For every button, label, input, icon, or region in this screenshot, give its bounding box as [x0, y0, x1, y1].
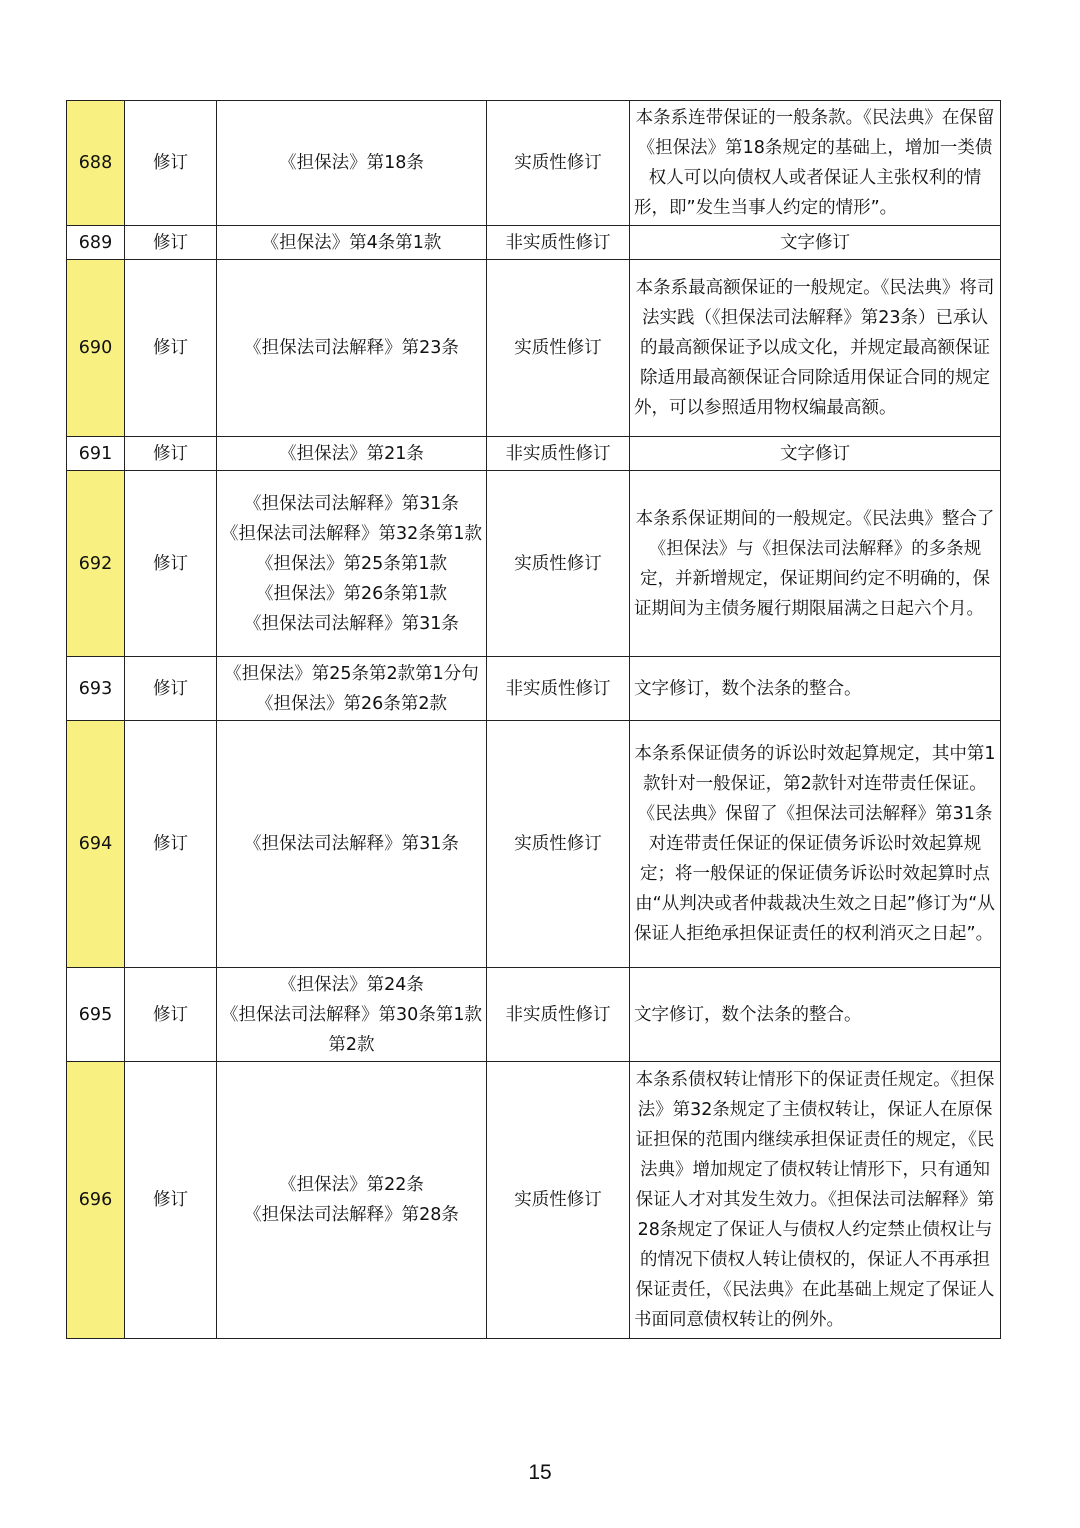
revision-note: 本条系保证债务的诉讼时效起算规定，其中第1款针对一般保证，第2款针对连带责任保证。《民法典》保留了《担保法司法解释》第31条对连带责任保证的保证债务诉讼时效起算规定；将一般保证的保证债务诉讼时效起算时点由“从判决或者仲裁裁决生效之日起”修订为“从保证人拒绝承担保证责任的权利消灭之日起”。	[630, 721, 1001, 968]
source-provision: 《担保法司法解释》第31条	[244, 493, 459, 514]
revision-nature: 实质性修订	[487, 721, 630, 968]
source-provisions	[217, 471, 487, 657]
article-number: 688	[67, 101, 125, 226]
revision-type: 修订	[125, 657, 217, 721]
revision-nature: 实质性修订	[487, 260, 630, 437]
table-row	[67, 657, 1001, 721]
table-row	[67, 1062, 1001, 1339]
article-number: 696	[67, 1062, 125, 1339]
source-provision: 《担保法司法解释》第30条第1款第2款	[221, 1004, 482, 1055]
article-number: 695	[67, 968, 125, 1062]
revision-type: 修订	[125, 260, 217, 437]
source-provision: 《担保法》第26条第1款	[256, 583, 447, 604]
revision-note: 文字修订	[630, 226, 1001, 260]
source-provision: 《担保法》第18条	[279, 153, 424, 173]
source-provision: 《担保法》第24条	[279, 974, 424, 995]
revision-nature: 实质性修订	[487, 471, 630, 657]
source-provisions	[217, 721, 487, 968]
table-row	[67, 260, 1001, 437]
source-provision: 《担保法》第26条第2款	[256, 693, 447, 714]
revision-type: 修订	[125, 101, 217, 226]
source-provisions	[217, 1062, 487, 1339]
source-provisions	[217, 968, 487, 1062]
revision-note: 本条系连带保证的一般条款。《民法典》在保留《担保法》第18条规定的基础上，增加一类债权人可以向债权人或者保证人主张权利的情形，即”发生当事人约定的情形”。	[630, 101, 1001, 226]
source-provision: 《担保法司法解释》第31条	[244, 834, 459, 854]
article-number: 690	[67, 260, 125, 437]
table-row	[67, 968, 1001, 1062]
table-row	[67, 226, 1001, 260]
revision-type: 修订	[125, 721, 217, 968]
revision-note: 文字修订	[630, 437, 1001, 471]
source-provision: 《担保法》第4条第1款	[261, 232, 442, 253]
revision-note: 文字修订，数个法条的整合。	[630, 657, 1001, 721]
source-provisions	[217, 260, 487, 437]
source-provision: 《担保法》第25条第1款	[256, 553, 447, 574]
article-number: 689	[67, 226, 125, 260]
revision-note: 本条系保证期间的一般规定。《民法典》整合了《担保法》与《担保法司法解释》的多条规定，并新增规定，保证期间约定不明确的，保证期间为主债务履行期限届满之日起六个月。	[630, 471, 1001, 657]
revision-note: 本条系债权转让情形下的保证责任规定。《担保法》第32条规定了主债权转让，保证人在原保证担保的范围内继续承担保证责任的规定，《民法典》增加规定了债权转让情形下，只有通知保证人才对其发生效力。《担保法司法解释》第28条规定了保证人与债权人约定禁止债权让与的情况下债权人转让债权的，保证人不再承担保证责任，《民法典》在此基础上规定了保证人书面同意债权转让的例外。	[630, 1062, 1001, 1339]
source-provisions	[217, 657, 487, 721]
revision-nature: 非实质性修订	[487, 437, 630, 471]
table-row	[67, 437, 1001, 471]
revision-type: 修订	[125, 226, 217, 260]
article-number: 692	[67, 471, 125, 657]
source-provision: 《担保法司法解释》第28条	[244, 1205, 459, 1225]
revision-type: 修订	[125, 1062, 217, 1339]
revision-note: 本条系最高额保证的一般规定。《民法典》将司法实践（《担保法司法解释》第23条）已承认的最高额保证予以成文化，并规定最高额保证除适用最高额保证合同除适用保证合同的规定外，可以参照适用物权编最高额。	[630, 260, 1001, 437]
table-row	[67, 721, 1001, 968]
revision-nature: 实质性修订	[487, 101, 630, 226]
revision-type: 修订	[125, 471, 217, 657]
source-provision: 《担保法》第22条	[279, 1175, 424, 1195]
revision-type: 修订	[125, 968, 217, 1062]
source-provisions	[217, 226, 487, 260]
source-provisions	[217, 437, 487, 471]
revision-nature: 实质性修订	[487, 1062, 630, 1339]
revision-nature: 非实质性修订	[487, 657, 630, 721]
page-number: 15	[528, 1461, 552, 1484]
article-number: 693	[67, 657, 125, 721]
table-row	[67, 101, 1001, 226]
source-provisions	[217, 101, 487, 226]
revision-note: 文字修订，数个法条的整合。	[630, 968, 1001, 1062]
source-provision: 《担保法司法解释》第31条	[244, 613, 459, 634]
revision-nature: 非实质性修订	[487, 968, 630, 1062]
table-row	[67, 471, 1001, 657]
article-number: 691	[67, 437, 125, 471]
article-number: 694	[67, 721, 125, 968]
revision-nature: 非实质性修订	[487, 226, 630, 260]
source-provision: 《担保法》第21条	[279, 443, 424, 464]
law-revision-table	[66, 100, 1001, 1339]
source-provision: 《担保法》第25条第2款第1分句	[224, 663, 479, 684]
source-provision: 《担保法司法解释》第23条	[244, 338, 459, 358]
source-provision: 《担保法司法解释》第32条第1款	[221, 523, 482, 544]
revision-type: 修订	[125, 437, 217, 471]
